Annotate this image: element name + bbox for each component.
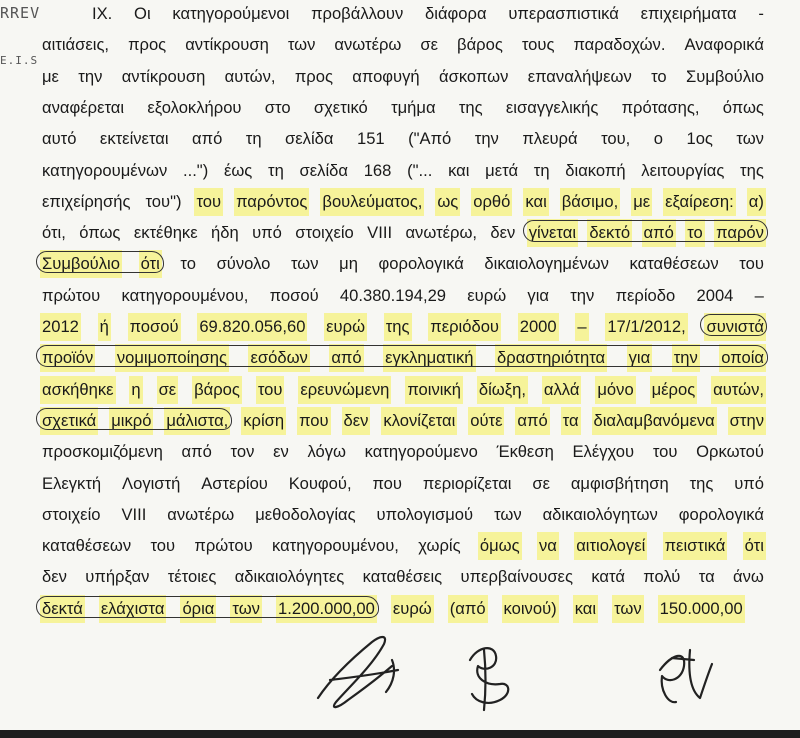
word: και	[575, 597, 596, 621]
word: σελίδα	[299, 160, 348, 180]
word: σε	[532, 473, 550, 493]
text-line	[42, 284, 764, 308]
word: 2012	[42, 315, 79, 339]
pen-circle	[36, 251, 164, 273]
word: εκτείνεται	[99, 129, 169, 149]
word: υπερβαίνουσες	[460, 567, 573, 587]
word: σχετικό	[313, 97, 368, 117]
word: των	[290, 254, 319, 274]
text-line	[42, 565, 764, 589]
word: εγκληματική	[385, 346, 473, 370]
word: σε	[159, 378, 177, 402]
word: ότι	[745, 534, 764, 558]
pen-circle	[36, 345, 768, 367]
word: τους	[521, 35, 555, 55]
word: της	[458, 97, 483, 117]
word: επιχείρησής	[42, 191, 131, 211]
text-line	[42, 534, 764, 558]
word: –	[754, 285, 764, 305]
word: πρώτου	[42, 285, 101, 305]
word: ευρώ	[467, 285, 507, 305]
word: άσκοπων	[438, 66, 509, 86]
text-line	[42, 503, 764, 527]
word: Ελέγχου	[572, 442, 635, 462]
word: 151	[356, 129, 385, 149]
word: μη	[339, 254, 358, 274]
word: στοιχείο	[42, 504, 101, 524]
word: ποσού	[269, 285, 319, 305]
word: ως	[437, 190, 458, 214]
word: πρώτου	[194, 536, 253, 556]
scan-edge	[0, 730, 800, 738]
word: διακοπή	[565, 160, 626, 180]
word: αυτών,	[713, 378, 764, 402]
word: (από	[450, 597, 486, 621]
word: ασκήθηκε	[42, 378, 114, 402]
text-line	[42, 33, 764, 57]
word: δεκτά	[42, 597, 83, 621]
word: όρια	[182, 597, 214, 621]
word: δεν	[42, 567, 67, 587]
word: όπως	[79, 223, 121, 243]
pen-circle	[36, 596, 379, 618]
word: κλονίζεται	[383, 409, 455, 433]
word: δεν	[344, 409, 369, 433]
word: βουλεύματος,	[322, 190, 422, 214]
word: υπολογισμού	[376, 504, 474, 524]
word: για	[527, 285, 549, 305]
word: ευρώ	[326, 315, 365, 339]
word: ("...	[407, 160, 433, 180]
word: τη	[268, 160, 284, 180]
signature-2	[470, 648, 508, 710]
text-line	[42, 127, 764, 151]
word: άνω	[733, 567, 764, 587]
word: αλλά	[544, 378, 580, 402]
word: κατηγορούμενοι	[172, 4, 290, 23]
word: αδικαιολόγητων	[542, 504, 658, 524]
word: ότι,	[42, 223, 66, 243]
word: γίνεται	[529, 221, 576, 245]
word: στην	[730, 409, 764, 433]
word: των	[494, 504, 522, 524]
word: ευρώ	[393, 597, 432, 621]
word: εκτέθηκε	[133, 223, 198, 243]
word: καταθέσεων	[42, 536, 132, 556]
text-line	[42, 65, 764, 89]
word: βάσιμο,	[562, 190, 618, 214]
word: με	[42, 66, 59, 86]
word: Ορκωτού	[696, 442, 764, 462]
word: έως	[223, 160, 253, 180]
word: αδικαιολόγητες	[234, 567, 345, 587]
word: βάρος	[194, 378, 240, 402]
pen-circle	[700, 314, 767, 336]
word: Κουφού,	[288, 473, 352, 493]
word: λόγω	[307, 442, 346, 462]
word: φορολογικά	[378, 254, 464, 274]
word: τη	[533, 160, 550, 180]
word: οποία	[721, 346, 764, 370]
word: καταθέσεις	[362, 567, 443, 587]
word: 1ος	[686, 129, 713, 149]
word: την	[78, 66, 103, 86]
word: ποινική	[407, 378, 461, 402]
word: και	[525, 190, 546, 214]
word: ορθό	[473, 190, 510, 214]
word: 150.000,00	[660, 597, 743, 621]
word: του")	[145, 191, 182, 211]
signature-1	[318, 637, 398, 707]
word: όπως	[722, 97, 764, 117]
word: τον	[230, 442, 255, 462]
word: τη	[245, 129, 262, 149]
text-line	[42, 378, 764, 402]
word: της	[740, 160, 764, 180]
word: αιτιάσεις,	[42, 35, 110, 55]
word: τα	[698, 567, 715, 587]
word: του	[739, 254, 764, 274]
word: την	[570, 285, 595, 305]
word: VIII	[367, 223, 393, 243]
word: εξολοκλήρου	[147, 97, 242, 117]
word: του,	[601, 129, 631, 149]
text-line	[92, 2, 764, 26]
word: από	[181, 442, 212, 462]
margin-mark: E.I.S	[0, 54, 39, 67]
word: εισαγγελικής	[505, 97, 599, 117]
text-line	[42, 440, 764, 464]
word: α)	[749, 190, 764, 214]
word: ή	[100, 315, 109, 339]
word: –	[577, 315, 586, 339]
word: 69.820.056,60	[199, 315, 305, 339]
word: το	[687, 221, 703, 245]
word: υπό	[252, 223, 282, 243]
signatures	[0, 620, 800, 738]
word: κατηγορούμενο	[364, 442, 478, 462]
word: επαναλήψεων	[527, 66, 632, 86]
pen-circle	[523, 220, 768, 242]
word: βάρος	[457, 35, 503, 55]
word: την	[674, 346, 698, 370]
word: καταθέσεων	[629, 254, 719, 274]
word: του	[258, 378, 283, 402]
word: VIII	[121, 504, 147, 524]
pen-circle	[36, 408, 232, 430]
word: μόνο	[597, 378, 633, 402]
word: που	[299, 409, 329, 433]
word: Συμβούλιο	[42, 252, 120, 276]
word: Λογιστή	[122, 473, 181, 493]
word: που	[372, 473, 402, 493]
word: ανωτέρω,	[405, 223, 478, 243]
word: τα	[563, 409, 579, 433]
word: όμως	[480, 534, 520, 558]
word: προβάλλουν	[311, 4, 404, 23]
word: ο	[653, 129, 663, 149]
word: IX.	[92, 4, 113, 23]
word: δραστηριότητα	[497, 346, 605, 370]
word: περιόδου	[430, 315, 499, 339]
word: για	[629, 346, 651, 370]
word: αμφισβήτηση	[570, 473, 669, 493]
word: -	[758, 4, 764, 23]
word: υπό	[734, 473, 764, 493]
word: μεθοδολογίας	[255, 504, 356, 524]
word: Έκθεση	[496, 442, 554, 462]
word: υπήρξαν	[85, 567, 150, 587]
word: εσόδων	[250, 346, 307, 370]
word: πειστικά	[665, 534, 726, 558]
word: δεκτό	[589, 221, 630, 245]
word: κατά	[591, 567, 625, 587]
word: ερευνώμενη	[300, 378, 389, 402]
word: Ελεγκτή	[42, 473, 102, 493]
margin-mark: RREV	[0, 4, 41, 22]
word: στο	[264, 97, 291, 117]
word: των	[736, 129, 764, 149]
word: πλευρά	[522, 129, 578, 149]
word: και	[448, 160, 470, 180]
word: 40.380.194,29	[339, 285, 447, 305]
word: κατηγορουμένου,	[121, 285, 249, 305]
word: με	[633, 190, 650, 214]
word: προς	[294, 66, 333, 86]
word: το	[180, 254, 196, 274]
word: πολύ	[643, 567, 681, 587]
word: των	[614, 597, 642, 621]
word: παρόν	[716, 221, 764, 245]
word: κατηγορουμένου,	[271, 536, 399, 556]
word: του	[652, 442, 678, 462]
word: αντίκρουση	[121, 66, 206, 86]
word: περίοδο	[615, 285, 676, 305]
word: ανωτέρω	[167, 504, 235, 524]
word: μικρό	[111, 409, 151, 433]
word: τμήμα	[391, 97, 436, 117]
word: προς	[128, 35, 167, 55]
word: από	[192, 129, 223, 149]
word: ανωτέρω	[334, 35, 402, 55]
word: αντίκρουση	[185, 35, 269, 55]
word: την	[474, 129, 499, 149]
word: προσκομιζόμενη	[42, 442, 163, 462]
word: εξαίρεση:	[665, 190, 734, 214]
word: ούτε	[470, 409, 502, 433]
word: εν	[273, 442, 289, 462]
word: σε	[420, 35, 439, 55]
text-line	[42, 96, 764, 120]
signature-3	[660, 650, 712, 702]
word: κοινού)	[504, 597, 557, 621]
word: 17/1/2012,	[607, 315, 685, 339]
text-line	[42, 315, 764, 339]
word: των	[232, 597, 260, 621]
word: στοιχείο	[295, 223, 354, 243]
word: παραδοχών.	[573, 35, 666, 55]
text-line	[42, 472, 764, 496]
word: υπερασπιστικά	[508, 4, 619, 23]
text-line	[42, 159, 764, 183]
word: κατηγορουμένων	[42, 160, 168, 180]
word: φορολογικά	[678, 504, 764, 524]
word: περιορίζεται	[422, 473, 512, 493]
word: της	[689, 473, 714, 493]
word: ποσού	[130, 315, 179, 339]
word: από	[517, 409, 547, 433]
word: ("Από	[408, 129, 452, 149]
word: σελίδα	[285, 129, 334, 149]
word: τέτοιες	[167, 567, 217, 587]
word: χωρίς	[418, 536, 461, 556]
word: αναφέρεται	[42, 97, 125, 117]
word: προϊόν	[42, 346, 93, 370]
word: Οι	[134, 4, 151, 23]
word: των	[287, 35, 316, 55]
word: σύνολο	[216, 254, 271, 274]
word: Συμβούλιο	[685, 66, 764, 86]
word: να	[539, 534, 557, 558]
word: 2000	[520, 315, 557, 339]
word: από	[331, 346, 361, 370]
word: ...")	[182, 160, 209, 180]
word: Αστερίου	[201, 473, 268, 493]
word: ότι	[141, 252, 160, 276]
word: σχετικά	[42, 409, 96, 433]
word: επιχειρήματα	[640, 4, 737, 23]
word: της	[386, 315, 410, 339]
word: μέρος	[652, 378, 696, 402]
word: το	[651, 66, 667, 86]
word: πρότασης,	[621, 97, 700, 117]
word: δικαιολογημένων	[484, 254, 609, 274]
word: διαλαμβανόμενα	[594, 409, 715, 433]
word: παρόντος	[236, 190, 307, 214]
word: κρίση	[243, 409, 284, 433]
word: η	[131, 378, 140, 402]
word: αυτό	[42, 129, 77, 149]
word: του	[150, 536, 176, 556]
word: ελάχιστα	[101, 597, 165, 621]
word: δεν	[490, 223, 516, 243]
word: δίωξη,	[479, 378, 526, 402]
word: συνιστά	[706, 315, 763, 339]
word: ήδη	[211, 223, 239, 243]
word: διάφορα	[425, 4, 487, 23]
word: μάλιστα,	[166, 409, 228, 433]
word: αιτιολογεί	[576, 534, 645, 558]
text-line	[42, 190, 764, 214]
word: αποφυγή	[352, 66, 420, 86]
word: μετά	[485, 160, 519, 180]
word: από	[644, 221, 674, 245]
word: 1.200.000,00	[278, 597, 375, 621]
word: λειτουργίας	[641, 160, 725, 180]
word: αυτών,	[224, 66, 276, 86]
word: Αναφορικά	[684, 35, 764, 55]
word: 168	[363, 160, 392, 180]
word: του	[196, 190, 221, 214]
word: 2004	[696, 285, 734, 305]
word: νομιμοποίησης	[117, 346, 227, 370]
